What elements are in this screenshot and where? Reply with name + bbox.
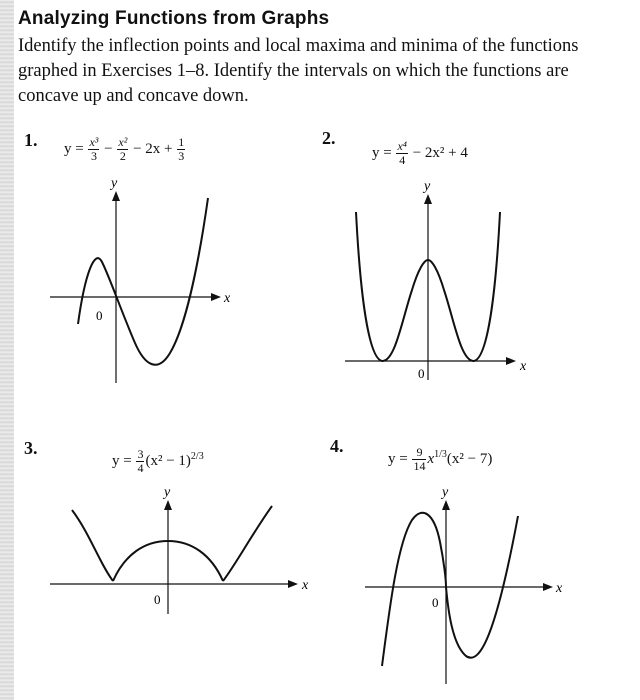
exercise-1-graph xyxy=(40,178,260,388)
exercise-instructions: Identify the inflection points and local maxima and minima of the functions graphed in Exercises 1–8. Identify the intervals on which the functions are concave up and concave down. xyxy=(18,36,579,106)
origin-label: 0 xyxy=(154,592,161,607)
curve xyxy=(78,198,208,365)
y-axis-label: y xyxy=(442,485,449,500)
y-axis-arrow xyxy=(164,500,172,510)
x-axis-label: x xyxy=(302,578,309,593)
exercise-2-number: 2. xyxy=(322,128,336,148)
page-edge-shadow xyxy=(0,0,14,700)
origin-label: 0 xyxy=(418,366,425,381)
exercise-3-number: 3. xyxy=(24,438,38,458)
origin-label: 0 xyxy=(96,308,103,323)
exercise-4-graph xyxy=(360,484,580,694)
section-heading: Analyzing Functions from Graphs xyxy=(18,8,330,29)
y-axis-label: y xyxy=(424,179,431,194)
curve-left xyxy=(72,510,113,581)
exercise-3-graph xyxy=(40,484,320,624)
y-axis-arrow xyxy=(424,194,432,204)
exercise-1-number: 1. xyxy=(24,130,38,150)
exercise-1-formula: y = $\frac{\text{x³}}{3}$ − $\frac{\text{x²}}{2}$ − 2x + $\frac{1}{3}$ xyxy=(64,135,185,163)
curve-right xyxy=(223,506,272,581)
exercise-2-formula: y = $\frac{\text{x⁴}}{4}$ − 2x² + 4 xyxy=(372,139,468,167)
x-axis-arrow xyxy=(543,583,553,591)
x-axis-label: x xyxy=(224,291,231,306)
y-axis-arrow xyxy=(442,500,450,510)
x-axis-arrow xyxy=(288,580,298,588)
exercise-3-formula: y = $\frac{3}{4}$ $(x^2 - 1)^{2/3}$ xyxy=(112,447,204,475)
exercise-4-number: 4. xyxy=(330,436,344,456)
x-axis-label: x xyxy=(520,359,527,374)
origin-label: 0 xyxy=(432,595,439,610)
exercise-2-graph xyxy=(340,180,560,390)
x-axis-label: x xyxy=(556,581,563,596)
x-axis-arrow xyxy=(211,293,221,301)
curve xyxy=(382,513,518,666)
y-axis-label: y xyxy=(111,176,118,191)
x-axis-arrow xyxy=(506,357,516,365)
exercise-4-formula: y = $\frac{9}{14}$ $x^{1/3}(x^2 - 7)$ xyxy=(388,445,493,473)
y-axis-label: y xyxy=(164,485,171,500)
y-axis-arrow xyxy=(112,191,120,201)
